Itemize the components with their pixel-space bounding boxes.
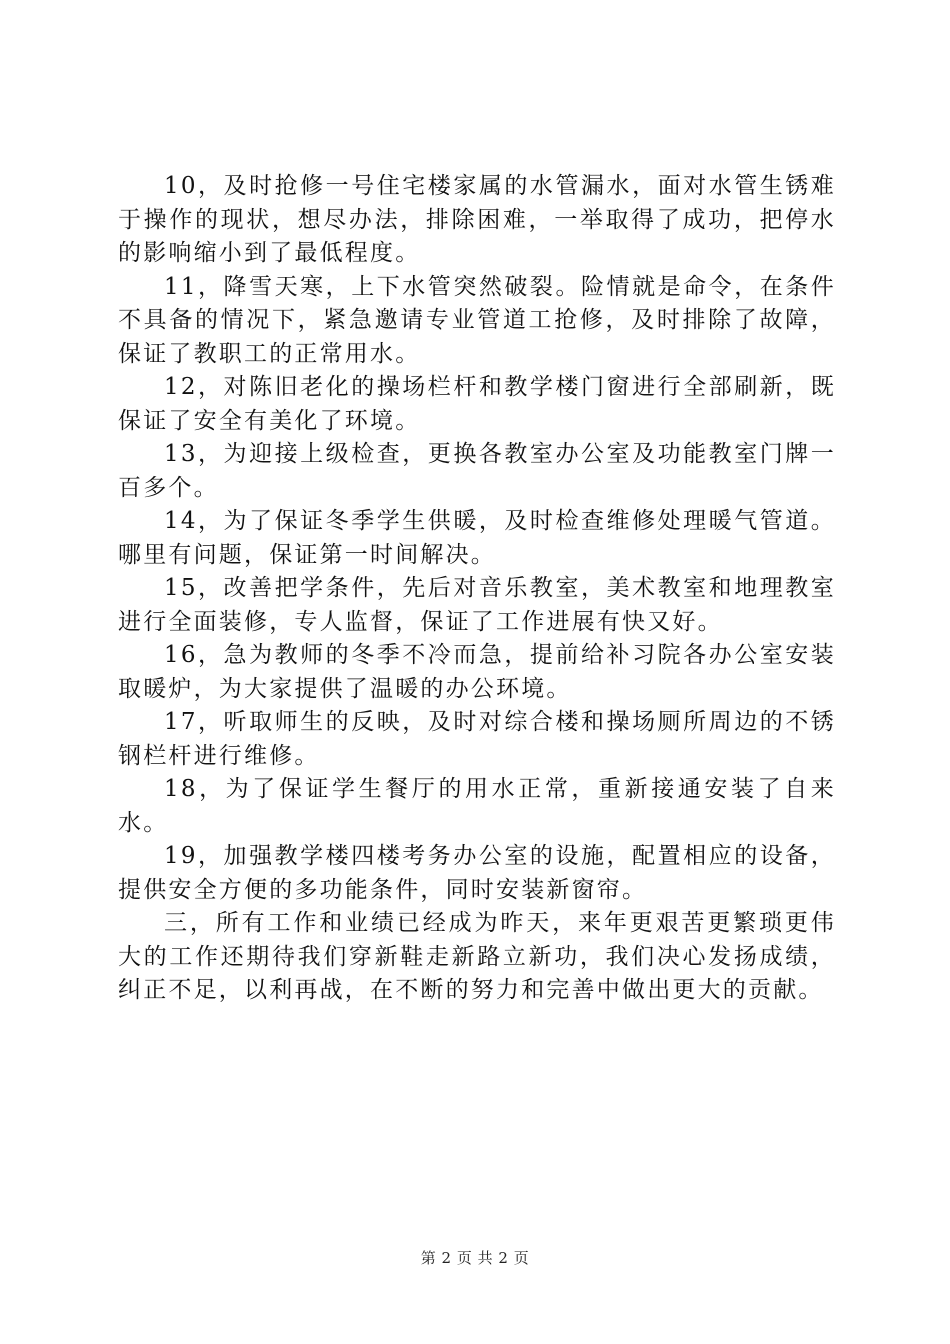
paragraph-conclusion: 三，所有工作和业绩已经成为昨天，来年更艰苦更繁琐更伟大的工作还期待我们穿新鞋走新路立新功，我们决心发扬成绩，纠正不足，以利再战，在不断的努力和完善中做出更大的贡献。 bbox=[118, 910, 836, 1003]
paragraph-item-17: 17，听取师生的反映，及时对综合楼和操场厕所周边的不锈钢栏杆进行维修。 bbox=[118, 709, 836, 769]
document-body bbox=[118, 170, 836, 1008]
paragraph-item-15: 15，改善把学条件，先后对音乐教室，美术教室和地理教室进行全面装修，专人监督，保证了工作进展有快又好。 bbox=[118, 575, 836, 635]
paragraph-item-14: 14，为了保证冬季学生供暖，及时检查维修处理暖气管道。哪里有问题，保证第一时间解决。 bbox=[118, 508, 836, 568]
paragraph-item-13: 13，为迎接上级检查，更换各教室办公室及功能教室门牌一百多个。 bbox=[118, 441, 836, 501]
paragraph-item-16: 16，急为教师的冬季不冷而急，提前给补习院各办公室安装取暖炉，为大家提供了温暖的办公环境。 bbox=[118, 642, 836, 702]
paragraph-item-12: 12，对陈旧老化的操场栏杆和教学楼门窗进行全部刷新，既保证了安全有美化了环境。 bbox=[118, 374, 836, 434]
page-footer: 第 2 页 共 2 页 bbox=[420, 1249, 530, 1267]
paragraph-item-10: 10，及时抢修一号住宅楼家属的水管漏水，面对水管生锈难于操作的现状，想尽办法，排除困难，一举取得了成功，把停水的影响缩小到了最低程度。 bbox=[118, 173, 836, 266]
paragraph-item-19: 19，加强教学楼四楼考务办公室的设施，配置相应的设备，提供安全方便的多功能条件，同时安装新窗帘。 bbox=[118, 843, 836, 903]
paragraph-item-18: 18，为了保证学生餐厅的用水正常，重新接通安装了自来水。 bbox=[118, 776, 836, 836]
paragraph-item-11: 11，降雪天寒，上下水管突然破裂。险情就是命令，在条件不具备的情况下，紧急邀请专业管道工抢修，及时排除了故障，保证了教职工的正常用水。 bbox=[118, 273, 836, 367]
